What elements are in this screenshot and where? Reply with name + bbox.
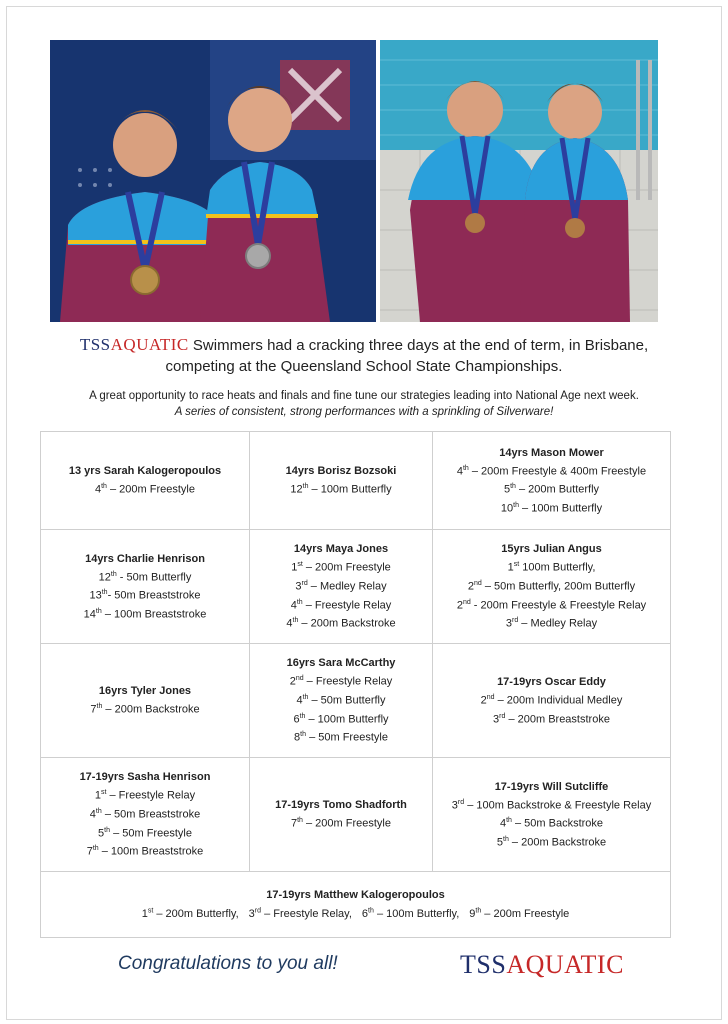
swimmer-result-cell: [41, 644, 250, 758]
place-number: 4: [499, 817, 507, 830]
place-suffix: th: [296, 598, 303, 606]
place-suffix: th: [110, 570, 117, 578]
event-text: – 50m Freestyle: [110, 827, 192, 840]
result-line: [254, 671, 428, 690]
result-line: [45, 823, 245, 842]
swimmer-result-cell: [250, 758, 433, 872]
result-line: [254, 613, 428, 632]
place-number: 2: [467, 580, 475, 593]
event-text: - 50m Breaststroke: [107, 589, 201, 602]
headline-text-1: Swimmers had a cracking three days at the end of term, in Brisbane,: [192, 337, 649, 354]
photo-podium-swimmers: [50, 40, 376, 322]
results-body: [41, 432, 671, 938]
result-line: [254, 557, 428, 576]
place-number: 2: [480, 694, 487, 707]
place-suffix: th: [475, 907, 482, 915]
photo-collage: [50, 40, 658, 322]
result-line: [469, 908, 569, 920]
place-suffix: rd: [512, 617, 519, 625]
place-number: 1: [94, 789, 101, 802]
event-text: – 200m Individual Medley: [494, 694, 623, 707]
result-line: [437, 690, 666, 709]
place-number: 8: [294, 731, 301, 744]
event-text: – 50m Freestyle: [306, 731, 388, 744]
place-number: 3: [505, 617, 512, 630]
swimmer-name: 16yrs Tyler Jones: [98, 685, 192, 698]
result-line: [437, 595, 666, 614]
result-line: [254, 709, 428, 728]
brand-inline-tss: TSS: [79, 335, 111, 354]
logo-aquatic: AQUATIC: [506, 950, 624, 979]
logo-tss: TSS: [460, 950, 507, 979]
swimmer-name: 15yrs Julian Angus: [501, 543, 602, 556]
result-line: [45, 841, 245, 860]
swimmer-result-cell: [433, 530, 671, 644]
place-suffix: th: [513, 501, 519, 509]
brand-inline-aquatic: AQUATIC: [110, 335, 189, 354]
swimmer-result-cell: [433, 758, 671, 872]
swimmer-name: 17-19yrs Matthew Kalogeropoulos: [266, 889, 445, 902]
event-text: – 200m Freestyle: [481, 907, 570, 920]
place-suffix: rd: [301, 579, 308, 587]
place-suffix: th: [92, 845, 99, 853]
intro-line-1: A great opportunity to race heats and finals and fine tune our strategies leading into National Age next week.: [89, 390, 639, 402]
event-text: - 200m Freestyle & Freestyle Relay: [470, 599, 647, 612]
place-number: 4: [286, 617, 293, 630]
results-row: [41, 758, 671, 872]
place-suffix: th: [506, 817, 512, 825]
place-number: 7: [290, 817, 298, 830]
place-suffix: th: [101, 589, 108, 597]
congratulations-text: Congratulations to you all!: [118, 953, 338, 974]
event-text: – 200m Breaststroke: [505, 713, 610, 726]
place-number: 4: [296, 694, 303, 707]
result-line: [142, 908, 239, 920]
place-number: 3: [248, 907, 255, 920]
event-text: – 100m Butterfly,: [373, 907, 460, 920]
place-suffix: th: [96, 703, 103, 711]
place-suffix: st: [101, 789, 107, 797]
result-line: [249, 908, 352, 920]
place-suffix: nd: [474, 579, 482, 587]
place-number: 13: [89, 589, 102, 602]
results-row: [41, 432, 671, 530]
place-suffix: th: [368, 907, 374, 915]
result-line: [437, 813, 666, 832]
swimmer-name: 14yrs Borisz Bozsoki: [285, 465, 397, 478]
result-line: [254, 595, 428, 614]
result-line: [45, 585, 245, 604]
place-suffix: th: [95, 607, 102, 615]
place-number: 12: [98, 571, 111, 584]
place-suffix: st: [513, 561, 520, 569]
result-line: [437, 613, 666, 632]
result-line: [437, 709, 666, 728]
photo-poolside-swimmers: [380, 40, 658, 322]
place-number: 3: [451, 799, 458, 812]
event-text: – 100m Breaststroke: [101, 608, 207, 621]
place-number: 1: [507, 561, 514, 574]
event-text: – 200m Butterfly,: [153, 907, 239, 920]
place-number: 1: [291, 561, 298, 574]
place-number: 4: [89, 808, 96, 821]
result-line: [437, 557, 666, 576]
place-suffix: th: [292, 617, 299, 625]
place-number: 3: [295, 580, 302, 593]
swimmer-result-cell: [41, 432, 250, 530]
event-text: – Freestyle Relay: [106, 789, 196, 802]
event-text: – 200m Freestyle: [106, 483, 195, 496]
result-line: [45, 479, 245, 498]
event-text: – Freestyle Relay: [302, 599, 392, 612]
event-text: – 50m Butterfly, 200m Butterfly: [481, 580, 636, 593]
result-line: [45, 567, 245, 586]
swimmer-name: 16yrs Sara McCarthy: [286, 657, 396, 670]
swimmer-name: 14yrs Maya Jones: [293, 543, 389, 556]
place-number: 12: [290, 483, 303, 496]
place-number: 6: [361, 907, 369, 920]
results-row: [41, 530, 671, 644]
event-text: – Medley Relay: [518, 617, 598, 630]
result-line: [254, 813, 428, 832]
result-line: [45, 804, 245, 823]
place-number: 2: [456, 599, 463, 612]
event-text: – 50m Butterfly: [308, 694, 386, 707]
event-text: – 100m Butterfly: [308, 483, 392, 496]
place-number: 2: [289, 675, 296, 688]
place-number: 9: [469, 907, 476, 920]
intro-line-2: A series of consistent, strong performances with a sprinkling of Silverware!: [174, 406, 554, 418]
place-number: 14: [83, 608, 96, 621]
event-text: – 50m Breaststroke: [101, 808, 201, 821]
headline: [40, 334, 688, 377]
event-text: – 100m Butterfly: [305, 713, 389, 726]
event-text: – 50m Backstroke: [511, 817, 604, 830]
tss-aquatic-logo: [460, 950, 624, 980]
result-line: [254, 479, 428, 498]
swimmer-name: 17-19yrs Oscar Eddy: [497, 675, 606, 688]
swimmer-result-cell: [433, 432, 671, 530]
swimmer-name: 17-19yrs Tomo Shadforth: [275, 799, 407, 812]
event-text: – 200m Freestyle & 400m Freestyle: [468, 465, 647, 478]
swimmer-result-cell: [41, 758, 250, 872]
result-line: [254, 690, 428, 709]
result-line: [254, 576, 428, 595]
place-suffix: th: [299, 712, 306, 720]
event-text: – 200m Freestyle: [302, 817, 391, 830]
swimmer-result-cell: [250, 644, 433, 758]
place-suffix: th: [302, 483, 309, 491]
event-text: – 200m Freestyle: [302, 561, 391, 574]
intro: [40, 388, 688, 420]
result-line: [437, 461, 666, 480]
place-number: 5: [98, 827, 105, 840]
place-suffix: th: [462, 464, 469, 472]
result-line: [45, 785, 245, 804]
place-suffix: th: [104, 826, 111, 834]
place-suffix: th: [297, 817, 303, 825]
place-suffix: nd: [486, 693, 495, 701]
swimmer-name: 14yrs Charlie Henrison: [85, 552, 205, 565]
event-text: – 200m Butterfly: [515, 483, 600, 496]
place-number: 1: [141, 907, 148, 920]
place-number: 4: [290, 599, 297, 612]
place-suffix: th: [302, 693, 309, 701]
headline-text-2: competing at the Queensland School State Championships.: [165, 358, 563, 375]
results-table: [40, 431, 671, 938]
event-text: 100m Butterfly,: [519, 561, 596, 574]
place-number: 6: [293, 713, 300, 726]
result-line: [437, 832, 666, 851]
swimmer-result-cell: [41, 530, 250, 644]
place-number: 7: [90, 703, 97, 716]
place-suffix: th: [300, 731, 307, 739]
photo-illustration-left: [50, 40, 376, 322]
swimmer-name: 13 yrs Sarah Kalogeropoulos: [68, 465, 222, 478]
swimmer-result-cell: [433, 644, 671, 758]
place-number: 3: [493, 713, 500, 726]
result-line: [437, 498, 666, 517]
place-suffix: nd: [462, 598, 471, 606]
place-suffix: th: [101, 483, 107, 491]
result-line: [437, 795, 666, 814]
event-text: – 100m Butterfly: [518, 502, 603, 515]
place-number: 5: [503, 483, 511, 496]
place-suffix: st: [297, 561, 303, 569]
event-text: – 200m Backstroke: [508, 836, 607, 849]
place-number: 5: [496, 836, 504, 849]
result-line: [45, 903, 666, 922]
event-text: – Freestyle Relay,: [261, 907, 352, 920]
result-line: [437, 576, 666, 595]
results-row: [41, 872, 671, 938]
place-suffix: th: [95, 807, 102, 815]
result-line: [254, 727, 428, 746]
place-suffix: nd: [295, 675, 304, 683]
event-text: – 200m Backstroke: [298, 617, 396, 630]
place-suffix: th: [510, 483, 516, 491]
place-suffix: rd: [457, 798, 465, 806]
place-number: 4: [94, 483, 102, 496]
swimmer-name: 17-19yrs Sasha Henrison: [79, 771, 211, 784]
results-row: [41, 644, 671, 758]
swimmer-result-cell: [250, 530, 433, 644]
swimmer-name: 17-19yrs Will Sutcliffe: [494, 780, 609, 793]
result-line: [362, 908, 459, 920]
place-number: 4: [456, 465, 463, 478]
event-text: – 100m Backstroke & Freestyle Relay: [464, 799, 652, 812]
place-number: 7: [86, 845, 93, 858]
swimmer-result-cell: [41, 872, 671, 938]
photo-illustration-right: [380, 40, 658, 322]
event-text: – 200m Backstroke: [102, 703, 200, 716]
result-line: [437, 479, 666, 498]
swimmer-result-cell: [250, 432, 433, 530]
result-line: [45, 699, 245, 718]
place-number: 10: [500, 502, 514, 515]
place-suffix: st: [147, 907, 154, 915]
brand-inline: [80, 335, 189, 354]
place-suffix: rd: [254, 907, 262, 915]
place-suffix: th: [503, 835, 509, 843]
event-text: – 100m Breaststroke: [98, 845, 204, 858]
place-suffix: rd: [499, 712, 506, 720]
result-line: [45, 604, 245, 623]
event-text: – Medley Relay: [307, 580, 387, 593]
event-text: - 50m Butterfly: [116, 571, 192, 584]
swimmer-name: 14yrs Mason Mower: [499, 446, 604, 459]
event-text: – Freestyle Relay: [303, 675, 393, 688]
